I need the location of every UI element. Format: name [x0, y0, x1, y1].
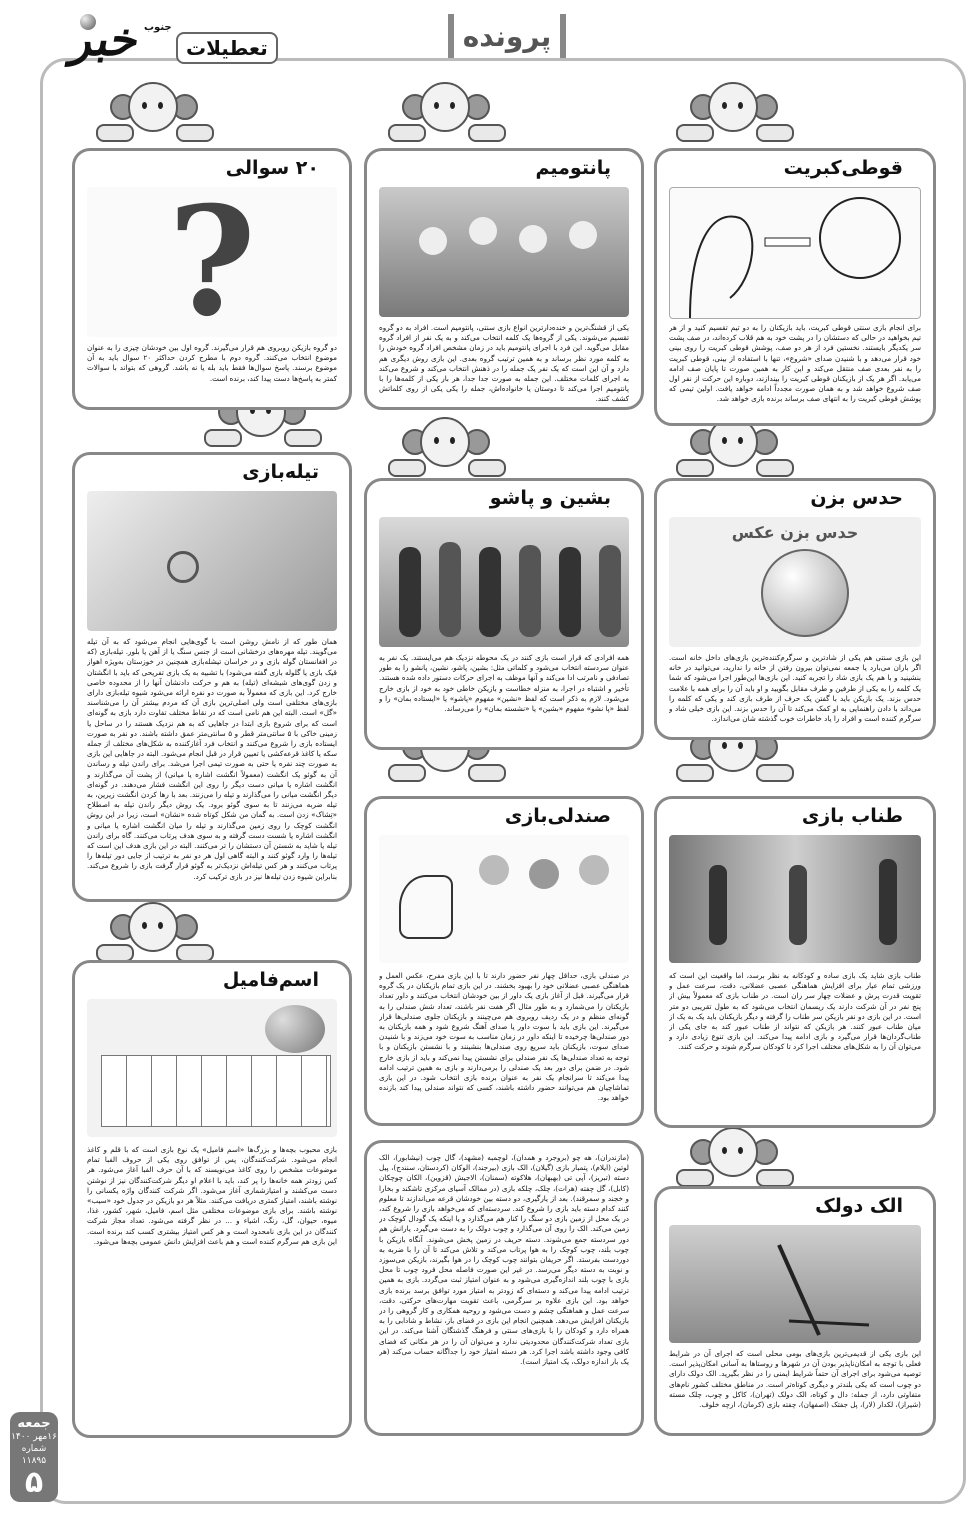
- card-body: همان طور که از نامش روشن است با گوی‌هایی انجام می‌شود که به آن تیله می‌گویند. تیله مهره‌های درخشانی است از جنس سنگ یا از آهن یا بلور. تیله‌بازی (که در افغانستان گوله بازی و در خراسان تیشله‌بازی همچنین در خوزستان به‌ویژه اهواز قیک بازی یا گلوله بازی گفته می‌شود) با تشبیه به یک بازی تفریحی که باید با انگشتان و زدن گوی‌های شیشه‌ای (تیله) به هم و حرکت دادنشان آنها را از محدوده خاصی خارج کرد. این بازی که معمولاً به صورت دو نفره ارائه می‌شود شیوه تیله‌بازی دارای بازی‌های مختلفی است ولی اصلی‌ترین بازی آن که مردم بیشتر آن را می‌شناسند «گل» است. البته این هم نامی است که در نقاط مختلف تفاوت دارد بازی به گونه‌ای است که برای شروع بازی ابتدا در جاهایی که به هم نزدیک هستند را در ساحل یا زمینی خاکی با ۵ سانتی‌متر قطر و ۵ سانتی‌متر عمق داشته باشند. دو نفر به صورت ایستاده بازی را شروع می‌کنند و انتخاب فرد آغازکننده به شکل‌های مختلف از جمله سکه یا کاغذ قرعه‌کشی یا تعیین قرار در قبل انجام می‌شود. البته در جاهایی این بازی به صورت چند نفره یا حتی به صورت تیمی اجرا می‌شد. برای راندن تیله و رساندن آن به گوئو یک انگشت (معمولاً انگشت اشاره یا میانی) از پشت آن می‌گذارند و انگشت اشاره یا میانی دست دیگر را روی این انگشت فشار می‌دهند. در گونه‌ای دیگر انگشت میانی را می‌گذارند و تیله را می‌زنند. بعد با رها کردن انگشت زیرین، به تیله ضربه می‌زنند تا به سوی گوئو برود. یک روش دیگر راندن تیله به اصطلاح «تِشاک» زدن است. به گمان من شکل کوتاه شده «نشان» است، زیرا در این روش انگشت کوچک را روی زمین می‌گذارند و تیله را میان انگشت اشاره یا میانی و انگشت اشاره یا شست دست گرفته و به سوی هدف پرتاب می‌کنند. گاه برای راندن تیله یا شاید به شستن آن دستشان را تر می‌کنند. البته در این بازی هدف این است که تیله‌ها را وارد گوئو کنند و البته گاهی اول هر دو نفر به ترتیب از جایی دور تیله‌ها را پرتاب می‌کنند و هر کس تیله‌اش نزدیک‌تر به گوئو قرار گرفت بازی را شروع می‌کند. بنابراین شیوه زدن تیله‌ها نیز در بازی ترکیب کرد.: [87, 637, 337, 881]
- card-title: اسم‌فامیل: [222, 969, 319, 991]
- cartoon-girl-icon: [660, 80, 810, 152]
- logo-suffix: جنوب: [144, 22, 172, 33]
- card-alak: [654, 1186, 936, 1436]
- card-title: قوطی‌کبریت: [783, 157, 903, 179]
- card-title: تیله‌بازی: [242, 461, 319, 483]
- card-body: طناب بازی شاید یک بازی ساده و کودکانه به نظر برسد، اما واقعیت این است که ورزشی تمام عیار برای افزایش هماهنگی عصبی عضلانی، دقت، سرعت عمل و تقویت قدرت پرش و عضلات چهار سر ران است. در طناب بازی که معمولاً بیش از پنج نفر در آن شرکت دارند یک ریسمان انتخاب می‌شود که به طول تقریبی دو متر است. در این بازی دو نفر بازیکن سر طناب را گرفته و دیگر بازیکنان باید یک به یک از میان طناب عبور کنند. هر بازیکن که نتواند از طناب عبور کند به جای یکی از طناب‌گردان‌ها قرار می‌گیرد و بازی ادامه پیدا می‌کند. این بازی تنوع زیادی دارد و می‌توان آن را به شکل‌های مختلف اجرا کرد تا کودکان سرگرم شوند و حرکت کنند.: [669, 971, 921, 1052]
- cartoon-girl-icon: [372, 80, 522, 152]
- marbles-photo: [87, 491, 337, 631]
- cartoon-girl-icon: [372, 415, 522, 487]
- section-title: پرونده: [448, 14, 566, 58]
- logo: خبر: [67, 12, 145, 66]
- card-matchbox: [654, 148, 936, 426]
- matchbox-drawing: [669, 187, 921, 319]
- card-body: بازی محبوب بچه‌ها و بزرگ‌ها «اسم فامیل» یک نوع بازی است که با قلم و کاغذ انجام می‌شود. شرکت‌کنندگان، پس از توافق روی یکی از حروف الفبا تمام موضوعات مشخص را روی کاغذ می‌نویسند که با آن حرف الفبا آغاز می‌شود. هر کس زودتر همه خانه‌ها را پر کند، باید با اعلام او دیگر شرکت‌کنندگان نیز از نوشتن دست می‌کشند و امتیازشماری آغاز می‌شود. اگر شرکت کنندگان واژه یکسانی را نوشته باشند، امتیاز کمتری دریافت می‌کنند. مثلاً هر دو بازیکن در جدول خود «سیب» نوشته باشند. برای بازی موضوعات مختلفی مثل اسم، فامیل، شهر، کشور، غذا، میوه، حیوان، گل، رنگ، اشیاء و ... در نظر گرفته می‌شود. تعداد مجاز شرکت کنندگان در این بازی نامحدود است و هر کس امتیاز بیشتری کسب کند برنده است. این بازی هم سرگرم کننده است و هم باعث افزایش دانش عمومی بچه‌ها می‌شود.: [87, 1145, 337, 1246]
- supplement-title: تعطیلات: [176, 32, 278, 64]
- card-sit-stand: [364, 478, 644, 750]
- card-chairs: [364, 796, 644, 1126]
- card-body: (مازندران)، هه چو (بروجرد و همدان)، لوچمبه (مشهد)، گال چوب (نیشابور)، الک لوتین (ایلام)، پتمبار بازی (گیلان)، الک بازی (بیرجند)، الوکان (کردستان، سنندج)، پیل دسته (تبریز)، آپی تی (بهبهان)، هلاکوته (سمنان)، الاجیش (قزوین)، الکان چوچکان (کابل)، گل چفته (هرات)، چلک، چلکه بازی (در ممالک آسیای مرکزی تاشکند و بخارا و خجند و سمرقند). بعد از یارگیری، دو دسته بین خودشان قرعه می‌اندازند تا معلوم کنند کدام دسته باید بازی را شروع کند. سردسته‌ای که می‌خواهد بازی را شروع کند، در یک محل از زمین بازی دو سنگ را کنار هم می‌گذارد و یا اینکه یک گودال کوچک در زمین می‌کند. الک را روی آن می‌گذارد و چوب دولک را به دست می‌گیرد. یارانش هم دور سردسته جمع می‌شوند. دسته حریف در زمین پخش می‌شوند. آنگاه بازیکن با چوب بلند، چوب کوچک را به هوا پرتاب می‌کند و تلاش می‌کند تا آن را با ضربه به دوردست بفرستد. اگر حریفان بتوانند چوب کوچک را در هوا بگیرند، بازیکن می‌سوزد و نوبت به دسته دیگر می‌رسد. در غیر این صورت فاصله محل فرود چوب تا محل بازی با چوب بلند اندازه‌گیری می‌شود و به عنوان امتیاز ثبت می‌گردد. بازی به همین ترتیب ادامه پیدا می‌کند و دسته‌ای که زودتر به امتیاز مورد توافق برسد برنده بازی خواهد بود. این بازی علاوه بر سرگرمی، باعث تقویت مهارت‌های حرکتی، دقت، سرعت عمل و هماهنگی چشم و دست می‌شود و روحیه همکاری و کار گروهی را در بازیکنان افزایش می‌دهد. همچنین انجام این بازی در فضای باز، نشاط و شادابی را به همراه دارد و کودکان را با بازی‌های سنتی و فرهنگ گذشتگان آشنا می‌کند. در این بازی تعداد شرکت‌کنندگان محدودیتی ندارد و می‌توان آن را در هر مکانی که فضای کافی وجود داشته باشد اجرا کرد. هر دسته امتیاز خود را جداگانه حساب می‌کند (هر یک بار اندازه دولک، یک امتیاز است).: [379, 1153, 629, 1367]
- card-title: پانتومیم: [535, 157, 611, 179]
- score-table: [101, 1055, 331, 1127]
- cartoon-girl-icon: [80, 80, 230, 152]
- photo-caption: حدس بزن عکس: [731, 523, 859, 542]
- card-title: الک دولک: [815, 1195, 903, 1217]
- names-sheet-photo: [87, 999, 337, 1137]
- guess-emoji-photo: [669, 517, 921, 647]
- page-number: ۵: [24, 1465, 44, 1500]
- issue-day: جمعه: [17, 1416, 51, 1431]
- apple-icon: [265, 1005, 325, 1053]
- card-names: [72, 960, 352, 1438]
- masthead: [58, 12, 308, 72]
- issue-badge: [10, 1412, 58, 1502]
- card-marbles: [72, 452, 352, 902]
- rope-photo: [669, 835, 921, 963]
- gramophone-icon: [399, 875, 453, 939]
- card-rope: [654, 796, 936, 1128]
- card-body: یکی از قشنگ‌ترین و خنده‌دارترین انواع بازی سنتی، پانتومیم است. افراد به دو گروه تقسیم می‌شوند. یکی از گروه‌ها یک کلمه انتخاب می‌کند و به یک نفر از افراد گروه مقابل می‌گوید. این فرد با اجرای پانتومیم باید در زمان مشخص افراد گروه خودش را به کلمه مورد نظر برساند و به همین ترتیب گروه بعدی. این بازی روش دیگری هم دارد و آن این است که یک نفر یک جمله را در ذهنش انتخاب می‌کند و شروع می‌کند به اجرای کلمات مختلف. این جمله به صورت جدا جدا، هر بار یکی از کلمه‌ها را با پانتومیم اجرا می‌کند تا دوستان یا خانواده‌اش، جمله را یکی یکی از روی کلماتش کشف کنند.: [379, 323, 629, 404]
- alak-photo: [669, 1225, 921, 1343]
- card-guess: [654, 478, 936, 740]
- card-body: همه افرادی که قرار است بازی کنند در یک محوطه نزدیک هم می‌ایستند. یک نفر به عنوان سردسته انتخاب می‌شود و کلماتی مثل: بشین، پاشو، نشین، پانشو را به طور تصادفی و نامرتب ادا می‌کند و آنها موظف به اجرای حرکات دستور داده شده هستند. تأخیر و اشتباه در اجرا، به منزله خطاست و بازیکن خاطی خود به خود از بازی خارج می‌شود. لازم به ذکر است که لفظ «نشین» مفهوم «پاشو» یا «ایستاده بمان» را و لفظ «پا نشو» مفهوم «بشین» یا «نشسته بمان» را می‌رساند.: [379, 653, 629, 714]
- card-body: این بازی یکی از قدیمی‌ترین بازی‌های بومی محلی است که اجرای آن در شرایط فعلی با توجه به امکان‌ناپذیر بودن آن در شهرها و روستاها به آسانی امکان‌پذیر است. توصیه می‌شود برای اجرای آن حتماً شرایط ایمنی را در نظر بگیرید. الک دولک دارای دو چوب است که یکی بلندتر و دیگری کوتاه‌تر است. در مناطق مختلف کشور نام‌های متفاوتی دارد، از جمله: دال و کوتاه، الک دولک (تهران)، کاکل و چوب، چلک مسته (شیراز)، لکدار (لار)، پل جفتک (اصفهان)، چفته بازی (کرمان)، ارچه خلوف.: [669, 1349, 921, 1410]
- card-body: برای انجام بازی سنتی قوطی کبریت، باید بازیکنان را به دو تیم تقسیم کنید و از هر تیم بخواهید در حالی که دستشان را در پشت خود به هم قلاب کرده‌اند، در صف پشت سر یکدیگر بایستند. نخستین فرد از هر دو صف، پوشش قوطی کبریت را روی بینی خود قرار می‌دهد و با شنیدن صدای «شروع»، تنها با استفاده از بینی، قوطی کبریت را به نفر بعدی صف منتقل می‌کند و این کار به همین صورت تا پایان صف ادامه می‌یابد. اگر هر یک از بازیکنان قوطی کبریت را بیندازند، دوباره این حرکت از نفر اول صف شروع خواهد شد و به همان صورت مجدداً ادامه خواهد یافت. اولین تیمی که پوشش قوطی کبریت را به انتهای صف برساند برنده بازی خواهد شد.: [669, 323, 921, 404]
- pantomime-photo: [379, 187, 629, 317]
- card-body: این بازی سنتی هم یکی از شادترین و سرگرم‌کننده‌ترین بازی‌های داخل خانه است. اگر باران می‌بارد یا جمعه نمی‌توان بیرون رفتن از خانه را ندارید، می‌توانید در خانه بنشینید و با هم یک بازی شاد را تجربه کنید. این بازی‌ها این‌طور اجرا می‌شود که شما یک کلمه را به یکی از طرفین و طرف مقابل بگویید و او باید آن را برای همه با علامت حدس بزند. یک بازیکن باید با گفتن یک حرف از طرف بازی کند و یکی که کلمه را می‌داند با دادن راهنمایی به او کمک می‌کند تا آن را حدس بزند. این بازی خیلی شاد و سرگرم کننده است و افراد را یاد خاطرات خوب گذشته شان می‌اندازد.: [669, 653, 921, 724]
- card-body: دو گروه بازیکن روبروی هم قرار می‌گیرند. گروه اول بین خودشان چیزی را به عنوان موضوع انتخاب می‌کنند. گروه دوم با مطرح کردن حداکثر ۲۰ سوال باید به آن موضوع برسند. پاسخ سوال‌ها فقط باید بله یا نه باشد. گروهی که بتواند با سوالات کمتر به پاسخ‌ها دست پیدا کند، برنده است.: [87, 343, 337, 383]
- winking-face-icon: [761, 549, 849, 637]
- chairs-cartoon: [379, 835, 629, 963]
- card-title: بشین و پاشو: [489, 487, 611, 509]
- card-title: صندلی‌بازی: [504, 805, 611, 827]
- card-title: طناب بازی: [801, 805, 903, 827]
- issue-number: شماره ۱۱۸۹۵: [21, 1444, 47, 1466]
- card-pantomime: [364, 148, 644, 410]
- card-title: حدس بزن: [810, 487, 903, 509]
- question-mark-icon: ?: [87, 187, 337, 337]
- issue-date: ۱۶مهر ۱۴۰۰: [11, 1432, 57, 1442]
- card-20-questions: [72, 148, 352, 410]
- card-body: در صندلی بازی، حداقل چهار نفر حضور دارند تا با این بازی مفرح، عکس العمل و هماهنگی عصبی عضلانی خود را بهبود بخشند. در این بازی تمام بازیکنان در یک گروه قرار می‌گیرند. قبل از آغاز بازی یک داور از بین خودشان انتخاب می‌کنند و داور تعداد بازیکنان را می‌شمارد و به طور مثال اگر هفت نفر باشند، تعداد شش صندلی را به گونه‌ای منظم و در یک ردیف روبروی هم می‌چینند و بازیکنان جلوی صندلی‌ها قرار می‌گیرند. این بازی باید با سوت داور یا صدای آهنگ شروع شود و همه بازیکنان به دور صندلی‌ها چرخیده تا اینکه داور در زمان مناسب به سوت خود می‌زند و با شنیدن صدای سوت، بازیکنان باید سریع روی صندلی‌ها بنشینند و با نشستن بازیکنان و با توجه به تعداد صندلی‌ها یک نفر صندلی برای نشستن پیدا نمی‌کند و باید از بازی خارج شود. در ضمن برای دور بعد یک صندلی را برمی‌دارند و بازی به همین ترتیب ادامه پیدا می‌کند تا سرانجام یک نفر به عنوان برنده بازی انتخاب شود. در این بازی تماشاچیان هم می‌توانند حضور داشته باشند، کسی که نتواند صندلی پیدا کند بازنده خواهد بود.: [379, 971, 629, 1103]
- card-title: ۲۰ سوالی: [225, 157, 319, 179]
- sit-stand-photo: [379, 517, 629, 647]
- card-alak-rules: [364, 1140, 644, 1436]
